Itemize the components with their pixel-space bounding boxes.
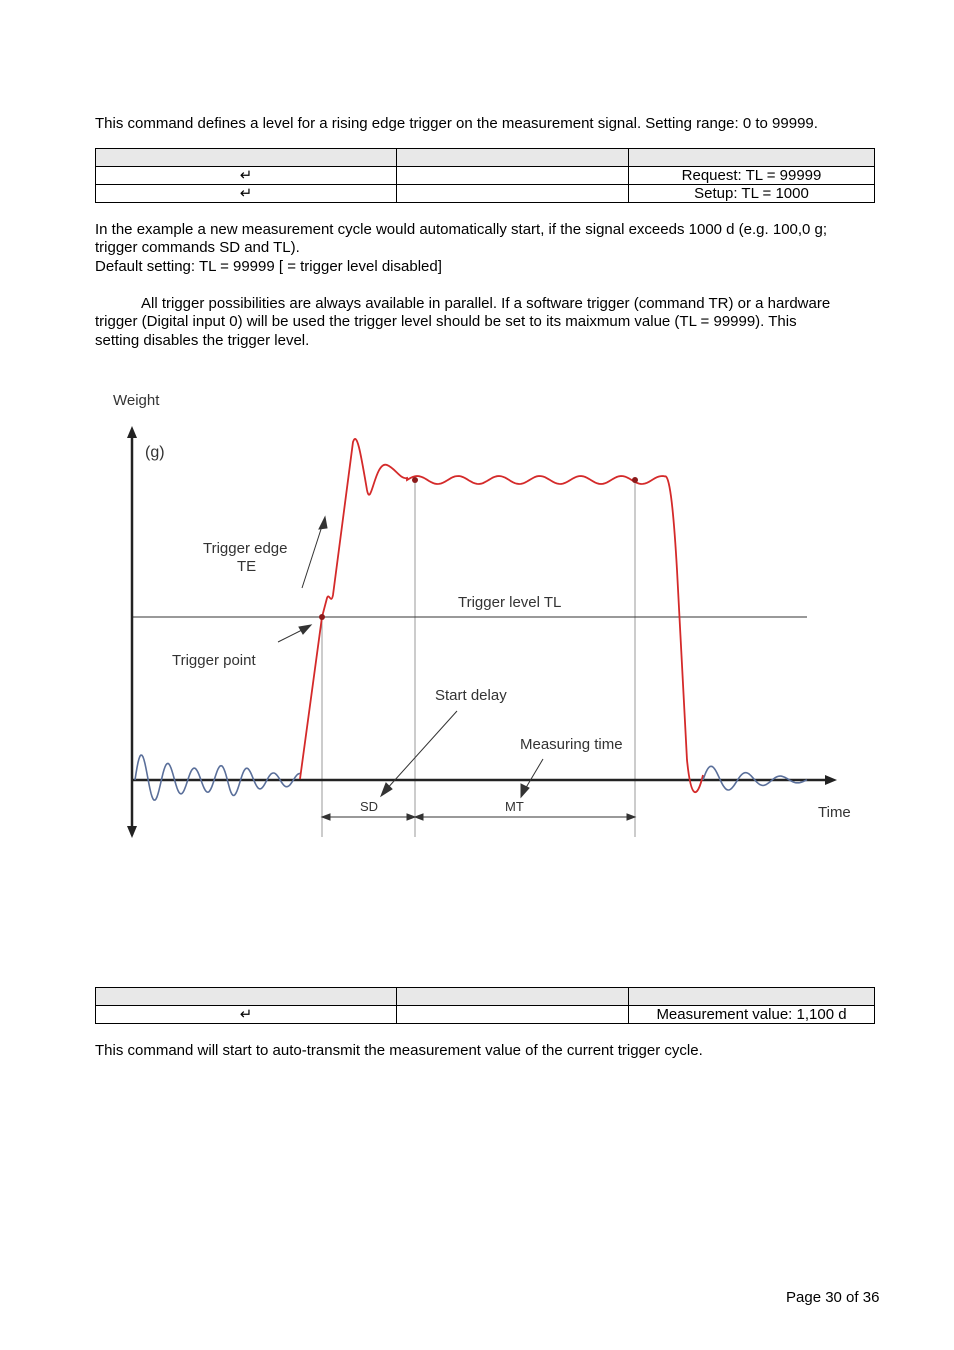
- trigger-edge-pointer: [302, 523, 323, 588]
- command-table-tl: [95, 148, 875, 203]
- table-cell: [397, 185, 629, 203]
- example-text-line1: In the example a new measurement cycle would automatically start, if the signal exceeds 1000 d (e.g. 100,0 g;: [95, 221, 828, 238]
- closing-text: This command will start to auto-transmit the measurement value of the current trigger cycle.: [95, 1042, 703, 1059]
- header-cell: [629, 988, 875, 1006]
- weight-label: Weight: [113, 392, 160, 409]
- baseline-noise-after: [703, 766, 807, 790]
- note-text-line2: trigger (Digital input 0) will be used the trigger level should be set to its maixmum value (TL = 99999). This: [95, 313, 797, 330]
- note-text-line1: All trigger possibilities are always available in parallel. If a software trigger (command TR) or a hardware: [141, 295, 831, 312]
- te-label: TE: [237, 558, 257, 575]
- return-icon: ↵: [96, 1006, 397, 1024]
- trigger-diagram: [95, 380, 855, 850]
- intro-text: This command defines a level for a rising edge trigger on the measurement signal. Setting range: 0 to 99999.: [95, 115, 818, 132]
- y-axis-arrow-up-icon: [127, 426, 137, 438]
- mt-label: MT: [505, 799, 524, 814]
- header-cell: [629, 149, 875, 167]
- trigger-edge-arrowhead-icon: [319, 517, 327, 529]
- table-cell: [397, 167, 629, 185]
- mt-right-arrow-icon: [627, 814, 635, 820]
- header-cell: [397, 988, 629, 1006]
- table-header-row: [96, 988, 875, 1006]
- page-number: Page 30 of 36: [786, 1289, 880, 1306]
- measuring-time-label: Measuring time: [520, 736, 623, 753]
- trigger-edge-label: Trigger edge: [203, 540, 288, 557]
- unit-label: (g): [145, 444, 165, 461]
- sd-left-arrow-icon: [322, 814, 330, 820]
- mt-end-marker: [632, 477, 638, 483]
- baseline-noise-before: [135, 755, 300, 800]
- example-text-line2: trigger commands SD and TL).: [95, 239, 300, 256]
- trigger-point-label: Trigger point: [172, 652, 256, 669]
- time-label: Time: [818, 804, 851, 821]
- default-setting-text: Default setting: TL = 99999 [ = trigger level disabled]: [95, 258, 442, 275]
- x-axis-arrow-icon: [825, 775, 837, 785]
- table-row: [96, 1006, 875, 1024]
- y-axis-arrow-down-icon: [127, 826, 137, 838]
- trigger-level-label: Trigger level TL: [458, 594, 562, 611]
- sd-end-marker: [412, 477, 418, 483]
- signal-curve: [300, 439, 703, 792]
- sd-label: SD: [360, 799, 379, 814]
- command-table-measurement: [95, 987, 875, 1024]
- mt-left-arrow-icon: [415, 814, 423, 820]
- measuring-time-pointer: [524, 759, 543, 791]
- header-cell: [397, 149, 629, 167]
- table-row: [96, 167, 875, 185]
- note-text-line3: setting disables the trigger level.: [95, 332, 310, 349]
- start-delay-label: Start delay: [435, 687, 507, 704]
- trigger-point-marker: [319, 614, 325, 620]
- table-header-row: [96, 149, 875, 167]
- measuring-time-arrowhead-icon: [521, 784, 529, 797]
- header-cell: [96, 149, 397, 167]
- return-icon: ↵: [96, 185, 397, 203]
- table-cell: Request: TL = 99999: [629, 167, 875, 185]
- table-cell: Measurement value: 1,100 d: [629, 1006, 875, 1024]
- table-cell: [397, 1006, 629, 1024]
- table-row: [96, 185, 875, 203]
- trigger-point-arrowhead-icon: [299, 625, 311, 634]
- header-cell: [96, 988, 397, 1006]
- return-icon: ↵: [96, 167, 397, 185]
- table-cell: Setup: TL = 1000: [629, 185, 875, 203]
